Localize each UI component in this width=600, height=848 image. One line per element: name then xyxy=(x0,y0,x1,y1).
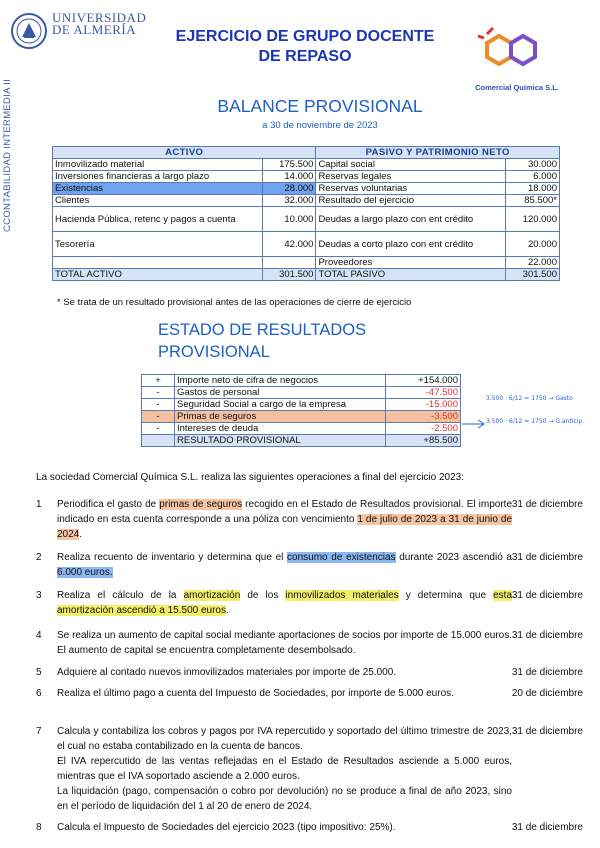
operation-number: 8 xyxy=(36,822,42,833)
total-row xyxy=(53,269,560,281)
operation-number: 4 xyxy=(36,630,42,641)
pasivo-label: Deudas a corto plazo con ent crédito xyxy=(316,232,506,257)
pasivo-value: 22.000 xyxy=(506,257,560,269)
operation-text: Adquiere al contado nuevos inmovilizados materiales por importe de 25.000. xyxy=(57,667,397,678)
row-label: Seguridad Social a cargo de la empresa xyxy=(175,399,386,411)
operation-date: 31 de diciembre xyxy=(511,822,583,833)
university-name xyxy=(52,12,146,36)
balance-footnote: * Se trata de un resultado provisional antes de las operaciones de cierre de ejercicio xyxy=(57,297,412,308)
highlight: amortización xyxy=(183,590,241,601)
activo-header: ACTIVO xyxy=(53,147,316,159)
row-value: -2.500 xyxy=(386,423,461,435)
university-name-line1: UNIVERSIDAD xyxy=(52,10,147,25)
operation-text: Realiza el cálculo de la amortización de los inmovilizados materiales y determina que esta amortización ascendió a 15.500 euros. xyxy=(57,590,513,616)
row-label: Intereses de deuda xyxy=(175,423,386,435)
row-sign: - xyxy=(142,387,175,399)
table-row xyxy=(53,257,560,269)
pasivo-value: 18.000 xyxy=(506,183,560,195)
operation-date: 31 de diciembre xyxy=(511,630,583,641)
operation-date: 31 de diciembre xyxy=(511,499,583,510)
table-row xyxy=(142,387,461,399)
company-name: Comercial Química S.L. xyxy=(475,83,559,92)
operation-number: 3 xyxy=(36,590,42,601)
activo-label: Tesorería xyxy=(53,232,263,257)
operation-text: Realiza el último pago a cuenta del Impuesto de Sociedades, por importe de 5.000 euros. xyxy=(57,688,454,699)
operation-number: 7 xyxy=(36,726,42,737)
operation-paragraph: La liquidación (pago, compensación o cobro por devolución) no se produce a final de año 2023, sino en el período de liquidación del 1 al 20 de enero de 2024. xyxy=(57,786,512,812)
operation-item xyxy=(36,550,596,581)
pasivo-label: Resultado del ejercicio xyxy=(316,195,506,207)
row-label: Importe neto de cifra de negocios xyxy=(175,375,386,387)
operation-paragraph: El IVA repercutido de las ventas reflejadas en el Estado de Resultados asciende a 5.000 euros, mientras que el IVA soportado asciende a 2.000 euros. xyxy=(57,756,512,782)
highlight: primas de seguros xyxy=(159,499,243,510)
operation-number: 5 xyxy=(36,667,42,678)
pasivo-value: 20.000 xyxy=(506,232,560,257)
table-row xyxy=(53,159,560,171)
estado-title-line2: PROVISIONAL xyxy=(158,343,270,361)
operation-item xyxy=(36,820,596,836)
table-row xyxy=(53,232,560,257)
operation-date: 31 de diciembre xyxy=(511,667,583,678)
operation-item xyxy=(36,686,596,717)
total-value: +85.500 xyxy=(386,435,461,447)
operation-number: 2 xyxy=(36,552,42,563)
operations-intro: La sociedad Comercial Química S.L. realiza las siguientes operaciones a final del ejercicio 2023: xyxy=(36,472,465,483)
table-row xyxy=(142,411,461,423)
total-row xyxy=(142,435,461,447)
balance-table xyxy=(52,146,560,281)
operation-item xyxy=(36,628,596,659)
operation-date: 31 de diciembre xyxy=(511,552,583,563)
arrow-icon xyxy=(461,418,487,430)
activo-value: 32.000 xyxy=(262,195,316,207)
activo-value: 42.000 xyxy=(262,232,316,257)
pasivo-label: Capital social xyxy=(316,159,506,171)
row-value: -3.500 xyxy=(386,411,461,423)
activo-value: 14.000 xyxy=(262,171,316,183)
operation-paragraph: Calcula y contabiliza los cobros y pagos por IVA repercutido y soportado del último trimestre de 2023, el cual no estaba contabilizado en la cuenta de bancos. xyxy=(57,726,512,752)
table-row xyxy=(142,423,461,435)
pasivo-value: 120.000 xyxy=(506,207,560,232)
table-row xyxy=(142,399,461,411)
table-row xyxy=(53,207,560,232)
operation-item xyxy=(36,588,596,619)
total-activo-label: TOTAL ACTIVO xyxy=(53,269,263,281)
handwritten-annotation: 3.500 · 6/12 = 1750 → G.anticip. xyxy=(486,418,585,425)
handwritten-annotation: 3.500 · 6/12 = 1750 → Gasto xyxy=(486,395,573,402)
activo-label: Hacienda Pública, retenc y pagos a cuenta xyxy=(53,207,263,232)
row-sign: + xyxy=(142,375,175,387)
pasivo-header: PASIVO Y PATRIMONIO NETO xyxy=(316,147,560,159)
total-label: RESULTADO PROVISIONAL xyxy=(175,435,386,447)
activo-value: 175.500 xyxy=(262,159,316,171)
total-activo-value: 301.500 xyxy=(262,269,316,281)
activo-label xyxy=(53,257,263,269)
document-title-line1: EJERCICIO DE GRUPO DOCENTE xyxy=(175,28,435,45)
operation-text: Se realiza un aumento de capital social mediante aportaciones de socios por importe de 15.000 euros. El aumento de capital se encuentra completamente desembolsado. xyxy=(57,630,512,656)
pasivo-label: Deudas a largo plazo con ent crédito xyxy=(316,207,506,232)
estado-table xyxy=(141,374,461,447)
row-label: Gastos de personal xyxy=(175,387,386,399)
estado-title-line1: ESTADO DE RESULTADOS xyxy=(158,321,367,339)
table-row xyxy=(142,375,461,387)
highlight: 6.000 euros. xyxy=(57,567,113,578)
operation-number: 6 xyxy=(36,688,42,699)
operation-date: 20 de diciembre xyxy=(511,688,583,699)
highlight: 1 de julio de 2023 a 31 de junio de 2024 xyxy=(57,514,512,540)
row-sign: - xyxy=(142,423,175,435)
activo-value: 28.000 xyxy=(262,183,316,195)
activo-label: Inversiones financieras a largo plazo xyxy=(53,171,263,183)
highlight: esta amortización ascendió a 15.500 euros xyxy=(57,590,513,616)
row-sign xyxy=(142,435,175,447)
total-pasivo-value: 301.500 xyxy=(506,269,560,281)
operation-item xyxy=(36,665,596,681)
operation-text: Periodifica el gasto de primas de seguros recogido en el Estado de Resultados provisional. El importe indicado en esta cuenta corresponde a una póliza con vencimiento 1 de julio de 2023 a 31 de junio de 2024. xyxy=(57,499,513,540)
pasivo-label: Reservas voluntarias xyxy=(316,183,506,195)
balance-date: a 30 de noviembre de 2023 xyxy=(262,120,378,131)
operation-text: Realiza recuento de inventario y determina que el consumo de existencias durante 2023 ascendió a 6.000 euros. xyxy=(57,552,512,578)
row-value: -47.500 xyxy=(386,387,461,399)
operation-number: 1 xyxy=(36,499,42,510)
document-title xyxy=(140,27,470,67)
pasivo-label: Proveedores xyxy=(316,257,506,269)
operation-item xyxy=(36,724,596,816)
document-title-line2: DE REPASO xyxy=(258,48,352,65)
row-sign: - xyxy=(142,399,175,411)
pasivo-value: 85.500* xyxy=(506,195,560,207)
activo-value xyxy=(262,257,316,269)
university-seal-icon xyxy=(10,12,48,50)
estado-title xyxy=(158,319,366,363)
activo-label: Clientes xyxy=(53,195,263,207)
highlight: consumo de existencias xyxy=(287,552,396,563)
pasivo-value: 6.000 xyxy=(506,171,560,183)
operation-date: 31 de diciembre xyxy=(511,590,583,601)
highlight: inmovilizados materiales xyxy=(285,590,399,601)
table-row xyxy=(53,195,560,207)
row-sign: - xyxy=(142,411,175,423)
row-value: +154.000 xyxy=(386,375,461,387)
table-row xyxy=(53,183,560,195)
pasivo-label: Reservas legales xyxy=(316,171,506,183)
balance-title: BALANCE PROVISIONAL xyxy=(217,96,423,116)
operation-date: 31 de diciembre xyxy=(511,726,583,737)
operation-item xyxy=(36,497,596,543)
row-value: -15.000 xyxy=(386,399,461,411)
activo-label: Inmovilizado material xyxy=(53,159,263,171)
operation-text: Calcula el Impuesto de Sociedades del ejercicio 2023 (tipo impositivo: 25%). xyxy=(57,822,396,833)
pasivo-value: 30.000 xyxy=(506,159,560,171)
table-row xyxy=(53,171,560,183)
row-label: Primas de seguros xyxy=(175,411,386,423)
activo-label: Existencias xyxy=(53,183,263,195)
operation-text xyxy=(57,724,512,814)
activo-value: 10.000 xyxy=(262,207,316,232)
total-pasivo-label: TOTAL PASIVO xyxy=(316,269,506,281)
side-course-label: CCONTABILIDAD INTERMEDIA II xyxy=(2,78,13,232)
university-name-line2: DE ALMERÍA xyxy=(52,22,137,37)
